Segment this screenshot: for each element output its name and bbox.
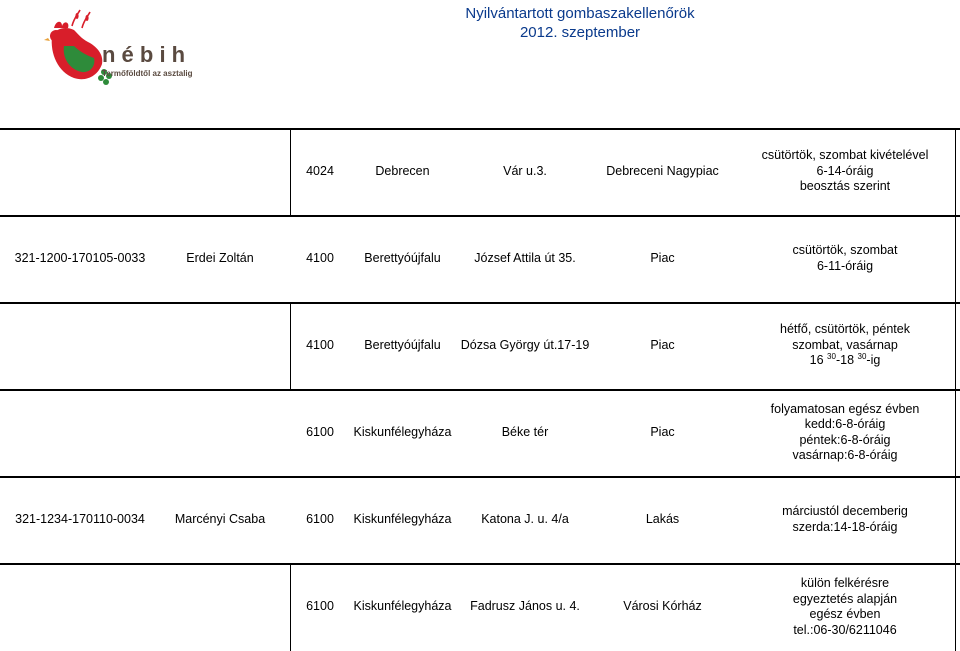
- hours-line: hétfő, csütörtök, péntek: [780, 322, 910, 337]
- hours-cell: [735, 563, 955, 651]
- table-row: [0, 563, 960, 651]
- hours-line: egyeztetés alapján: [792, 591, 898, 606]
- address-cell: Béke tér: [501, 424, 549, 439]
- city-cell: Berettyóújfalu: [364, 250, 441, 265]
- zip-cell: 6100: [306, 511, 334, 526]
- zip-cell: 6100: [306, 599, 334, 614]
- hours-line: külön felkérésre: [800, 576, 890, 590]
- table-row: [0, 389, 960, 476]
- city-cell: Kiskunfélegyháza: [353, 424, 452, 439]
- hours-cell: [735, 215, 955, 302]
- page-title: Nyilvántartott gombaszakellenőrök: [465, 5, 695, 22]
- place-cell: Piac: [650, 337, 675, 352]
- name-cell: [160, 563, 280, 651]
- address-cell: József Attila út 35.: [474, 250, 576, 265]
- id-cell: [0, 563, 160, 651]
- name-cell: Marcényi Csaba: [174, 511, 266, 526]
- address-cell: Katona J. u. 4/a: [481, 511, 569, 526]
- address-cell: Vár u.3.: [503, 163, 547, 178]
- zip-cell: 4024: [306, 163, 334, 178]
- inspectors-table: [0, 128, 960, 651]
- place-cell: Városi Kórház: [623, 599, 702, 614]
- hours-time: 16 $^{30}$-18 $^{30}$-ig: [809, 352, 881, 368]
- table-row: [0, 476, 960, 563]
- city-cell: Kiskunfélegyháza: [353, 599, 452, 614]
- hours-line: szombat, vasárnap: [792, 337, 898, 352]
- place-cell: Piac: [650, 250, 675, 265]
- hours-line: 6-14-óráig: [816, 163, 874, 178]
- hours-cell: [735, 128, 955, 215]
- hours-line: egész évben: [809, 607, 881, 621]
- page-date: 2012. szeptember: [519, 24, 641, 41]
- hours-cell: [735, 302, 955, 389]
- place-cell: Debreceni Nagypiac: [606, 163, 719, 178]
- zip-cell: 4100: [306, 337, 334, 352]
- zip-cell: 6100: [306, 424, 334, 439]
- svg-text:n é b i h: n é b i h: [102, 42, 186, 67]
- nebih-logo: [44, 6, 204, 88]
- address-cell: Dózsa György út.17-19: [460, 337, 590, 352]
- city-cell: Kiskunfélegyháza: [353, 511, 452, 526]
- name-cell: [160, 128, 280, 215]
- table-row: [0, 302, 960, 389]
- hours-line: tel.:06-30/6211046: [793, 622, 897, 637]
- city-cell: Berettyóújfalu: [364, 337, 441, 352]
- hours-line: csütörtök, szombat: [792, 243, 898, 257]
- name-cell: [160, 389, 280, 476]
- city-cell: Debrecen: [375, 163, 430, 178]
- table-row: [0, 215, 960, 302]
- hours-cell: [735, 476, 955, 563]
- hours-line: folyamatosan egész évben: [770, 401, 920, 416]
- id-cell: 321-1234-170110-0034: [15, 511, 145, 526]
- hours-line: beosztás szerint: [799, 179, 891, 194]
- hours-line: márciustól decemberig: [782, 504, 908, 518]
- id-cell: [0, 389, 160, 476]
- hours-line: péntek:6-8-óráig: [799, 432, 891, 447]
- hours-line: szerda:14-18-óráig: [792, 519, 898, 534]
- id-cell: [0, 128, 160, 215]
- place-cell: Lakás: [645, 511, 680, 526]
- svg-text:Termőföldtől az asztalig: Termőföldtől az asztalig: [102, 69, 193, 78]
- hours-line: kedd:6-8-óráig: [804, 417, 886, 431]
- table-row: [0, 128, 960, 215]
- nebih-logo-icon: [44, 6, 204, 88]
- hours-line: vasárnap:6-8-óráig: [792, 448, 898, 462]
- hours-line: 6-11-óráig: [816, 258, 874, 273]
- name-cell: Erdei Zoltán: [186, 250, 254, 265]
- id-cell: [0, 302, 160, 389]
- place-cell: Piac: [650, 424, 675, 439]
- hours-line: csütörtök, szombat kivételével: [761, 148, 929, 163]
- id-cell: 321-1200-170105-0033: [14, 250, 146, 265]
- hours-cell: [735, 389, 955, 476]
- address-cell: Fadrusz János u. 4.: [470, 599, 580, 614]
- zip-cell: 4100: [306, 250, 334, 265]
- name-cell: [160, 302, 280, 389]
